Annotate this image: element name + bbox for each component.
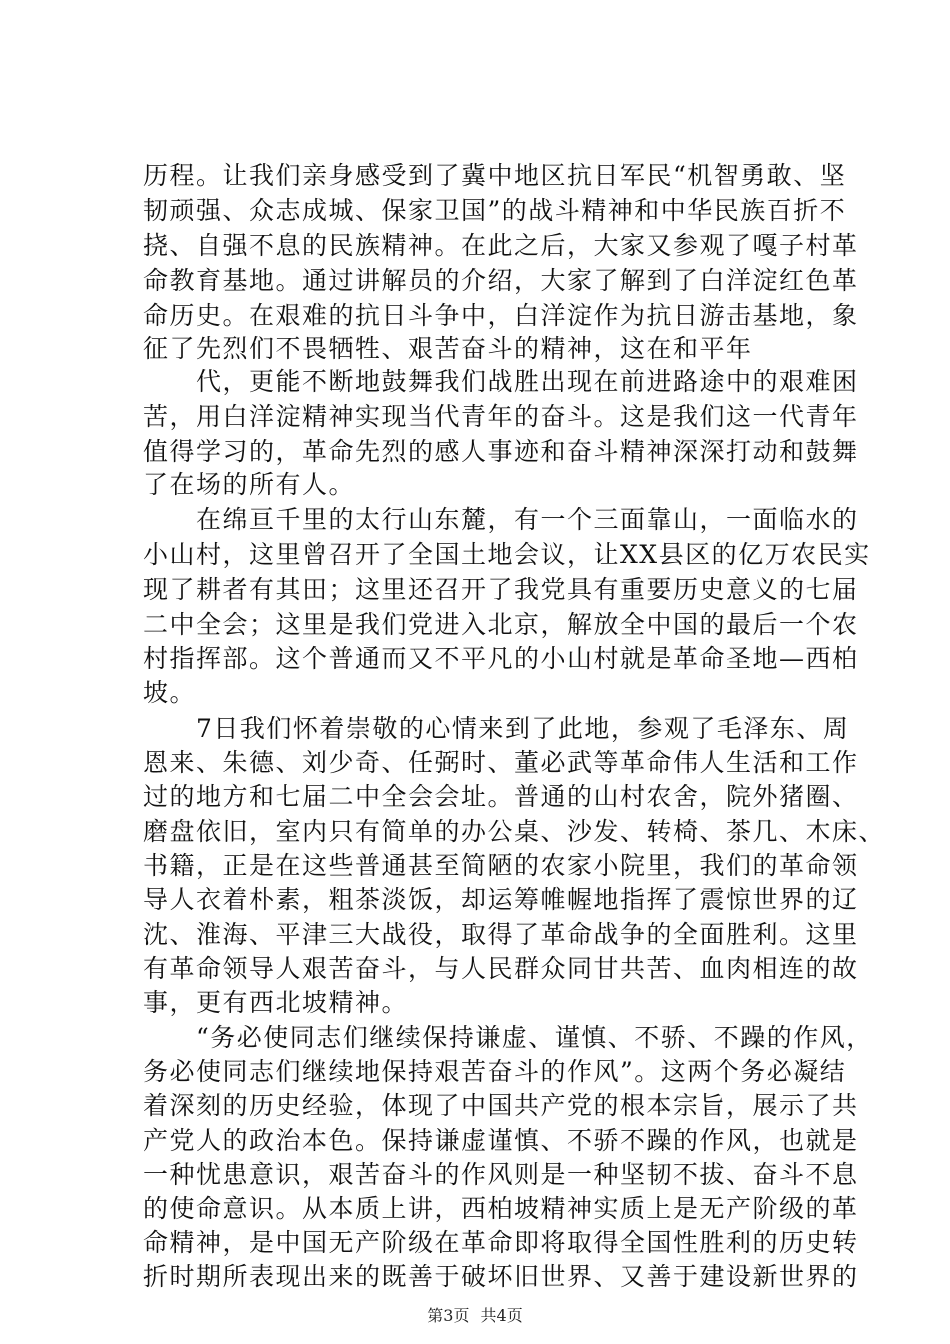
text-line: 恩来、朱德、刘少奇、任弼时、董必武等革命伟人生活和工作: [143, 748, 859, 777]
text-line: “务必使同志们继续保持谦虚、谨慎、不骄、不躁的作风，: [143, 1023, 873, 1052]
text-line: 小山村，这里曾召开了全国土地会议，让XX县区的亿万农民实: [143, 540, 871, 569]
text-line: 韧顽强、众志成城、保家卫国”的战斗精神和中华民族百折不: [143, 196, 847, 225]
text-line: 在绵亘千里的太行山东麓，有一个三面靠山，一面临水的: [143, 505, 859, 534]
text-line: 命精神，是中国无产阶级在革命即将取得全国性胜利的历史转: [143, 1228, 859, 1257]
text-line: 挠、自强不息的民族精神。在此之后，大家又参观了嘎子村革: [143, 231, 859, 260]
text-line: 值得学习的，革命先烈的感人事迹和奋斗精神深深打动和鼓舞: [143, 437, 859, 466]
text-line: 沈、淮海、平津三大战役，取得了革命战争的全面胜利。这里: [143, 920, 859, 949]
text-line: 过的地方和七届二中全会会址。普通的山村农舍，院外猪圈、: [143, 782, 859, 811]
text-line: 二中全会；这里是我们党进入北京，解放全中国的最后一个农: [143, 610, 859, 639]
text-line: 一种忧患意识，艰苦奋斗的作风则是一种坚韧不拔、奋斗不息: [143, 1160, 859, 1189]
text-line: 导人衣着朴素，粗茶淡饭，却运筹帷幄地指挥了震惊世界的辽: [143, 885, 859, 914]
text-line: 了在场的所有人。: [143, 470, 356, 499]
text-line: 的使命意识。从本质上讲，西柏坡精神实质上是无产阶级的革: [143, 1194, 859, 1223]
text-line: 村指挥部。这个普通而又不平凡的小山村就是革命圣地—西柏: [143, 644, 859, 673]
text-line: 命教育基地。通过讲解员的介绍，大家了解到了白洋淀红色革: [143, 266, 859, 295]
text-line: 有革命领导人艰苦奋斗，与人民群众同甘共苦、血肉相连的故: [143, 954, 859, 983]
text-line: 折时期所表现出来的既善于破坏旧世界、又善于建设新世界的: [143, 1262, 859, 1291]
page-total: 共4页: [480, 1306, 523, 1325]
page-footer: [0, 1303, 950, 1326]
text-line: 书籍，正是在这些普通甚至简陋的农家小院里，我们的革命领: [143, 851, 859, 880]
text-line: 代，更能不断地鼓舞我们战胜出现在前进路途中的艰难困: [143, 367, 859, 396]
text-line: 命历史。在艰难的抗日斗争中，白洋淀作为抗日游击基地，象: [143, 301, 859, 330]
text-line: 产党人的政治本色。保持谦虚谨慎、不骄不躁的作风，也就是: [143, 1126, 859, 1155]
text-line: 磨盘依旧，室内只有简单的办公桌、沙发、转椅、茶几、木床、: [143, 817, 886, 846]
text-line: 现了耕者有其田；这里还召开了我党具有重要历史意义的七届: [143, 575, 859, 604]
text-line: 坡。: [143, 678, 197, 707]
text-line: 务必使同志们继续地保持艰苦奋斗的作风”。这两个务必凝结: [143, 1057, 847, 1086]
text-line: 苦，用白洋淀精神实现当代青年的奋斗。这是我们这一代青年: [143, 402, 859, 431]
text-line: 征了先烈们不畏牺牲、艰苦奋斗的精神，这在和平年: [143, 334, 753, 363]
text-line: 着深刻的历史经验，体现了中国共产党的根本宗旨，展示了共: [143, 1091, 859, 1120]
page-number: 第3页: [427, 1306, 470, 1325]
text-line: 历程。让我们亲身感受到了冀中地区抗日军民“机智勇敢、坚: [143, 161, 847, 190]
text-line: 事，更有西北坡精神。: [143, 988, 409, 1017]
text-line: 7日我们怀着崇敬的心情来到了此地，参观了毛泽东、周: [143, 714, 850, 743]
